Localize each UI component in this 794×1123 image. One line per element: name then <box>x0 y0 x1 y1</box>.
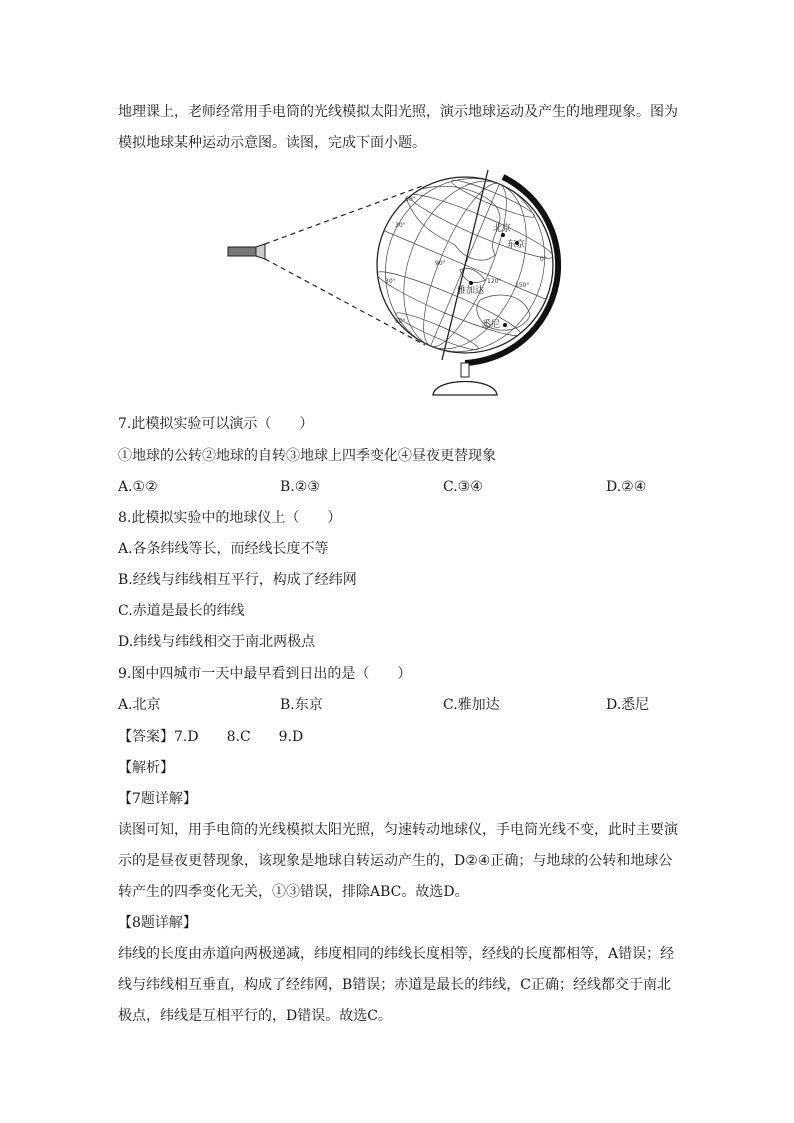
q7-items: ①地球的公转②地球的自转③地球上四季变化④昼夜更替现象 <box>118 448 496 464</box>
q9-option-b[interactable]: B.东京 <box>280 697 323 713</box>
q8-option-c[interactable]: C.赤道是最长的纬线 <box>118 603 245 619</box>
d7-line-2: 示的是昼夜更替现象，该现象是地球自转运动产生的，D②④正确；与地球的公转和地球公 <box>118 853 673 869</box>
d8-line-2: 线与纬线相互垂直，构成了经纬网，B错误；赤道是最长的纬线，C正确；经线都交于南北 <box>118 977 671 993</box>
flashlight-icon <box>228 247 256 256</box>
q9-option-c[interactable]: C.雅加达 <box>443 697 500 713</box>
label-lat-30s: 30° <box>385 278 396 285</box>
q7-option-d[interactable]: D.②④ <box>606 479 647 495</box>
flashlight-head <box>256 244 265 259</box>
answer-line: 【答案】7.D 8.C 9.D <box>118 729 304 745</box>
label-lat-30n: 30° <box>395 222 406 229</box>
label-lat-60s: 60° <box>395 318 406 325</box>
intro-line-1: 地理课上，老师经常用手电筒的光线模拟太阳光照，演示地球运动及产生的地理现象。图为 <box>118 104 678 120</box>
label-jakarta: 雅加达 <box>457 286 485 296</box>
d7-line-3: 转产生的四季变化无关，①③错误，排除ABC。故选D。 <box>118 884 469 900</box>
label-lon-150: 150° <box>515 282 530 289</box>
d8-line-3: 极点，纬线是互相平行的，D错误。故选C。 <box>118 1008 392 1024</box>
globe-figure <box>225 165 570 405</box>
label-beijing: 北京 <box>493 224 512 234</box>
label-tokyo: 东京 <box>507 240 526 250</box>
q8-stem: 8.此模拟实验中的地球仪上（ ） <box>118 510 342 526</box>
q7-option-a[interactable]: A.①② <box>118 479 158 495</box>
label-lat-0: 0° <box>540 256 547 263</box>
analysis-title: 【解析】 <box>118 760 174 776</box>
d7-line-1: 读图可知，用手电筒的光线模拟太阳光照，匀速转动地球仪，手电筒光线不变，此时主要演 <box>118 822 678 838</box>
q9-stem: 9.图中四城市一天中最早看到日出的是（ ） <box>118 666 412 682</box>
label-lat-60n: 60° <box>405 196 416 203</box>
q7-option-b[interactable]: B.②③ <box>280 479 320 495</box>
label-lon-120: 120° <box>487 278 502 285</box>
q8-option-d[interactable]: D.纬线与纬线相交于南北两极点 <box>118 634 316 650</box>
q8-option-b[interactable]: B.经线与纬线相互平行，构成了经纬网 <box>118 572 357 588</box>
globe-base <box>433 382 497 396</box>
q8-option-a[interactable]: A.各条纬线等长，而经线长度不等 <box>118 541 329 557</box>
q9-option-d[interactable]: D.悉尼 <box>606 697 650 713</box>
q7-stem: 7.此模拟实验可以演示（ ） <box>118 416 314 432</box>
label-lon-90: 90° <box>435 260 446 267</box>
q9-option-a[interactable]: A.北京 <box>118 697 161 713</box>
globe-neck <box>461 363 469 377</box>
intro-line-2: 模拟地球某种运动示意图。读图，完成下面小题。 <box>118 135 426 151</box>
label-sydney: 悉尼 <box>482 320 501 330</box>
d8-line-1: 纬线的长度由赤道向两极递减，纬度相同的纬线长度相等，经线的长度都相等，A错误；经 <box>118 946 675 962</box>
d7-title: 【7题详解】 <box>118 791 197 807</box>
d8-title: 【8题详解】 <box>118 915 197 931</box>
globe <box>350 165 570 380</box>
q7-option-c[interactable]: C.③④ <box>443 479 483 495</box>
